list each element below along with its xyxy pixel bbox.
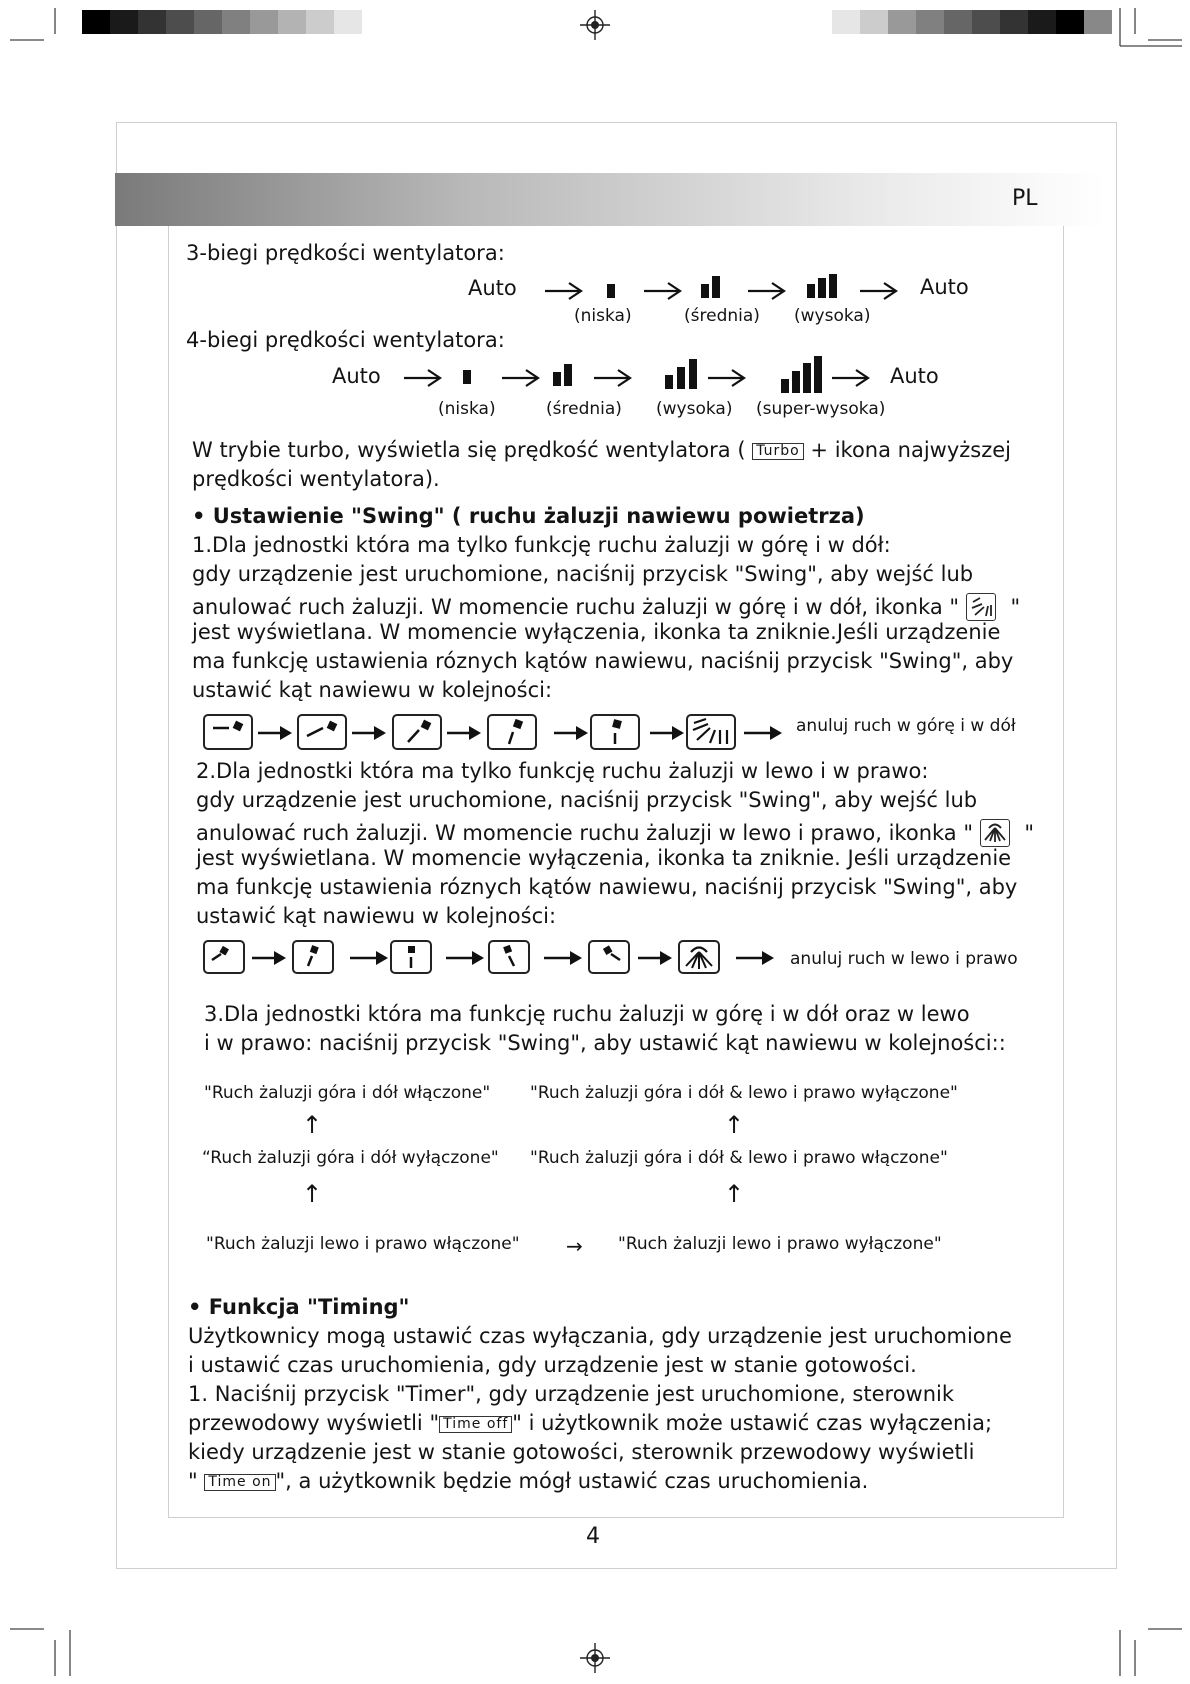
swing-p3-line: i w prawo: naciśnij przycisk "Swing", aby ustawić kąt nawiewu w kolejności:: bbox=[204, 1031, 1006, 1055]
speed-medium-label: (średnia) bbox=[546, 399, 622, 419]
color-bar-left bbox=[82, 10, 362, 34]
swing-p2-line: ma funkcję ustawienia róznych kątów nawiewu, naciśnij przycisk "Swing", aby bbox=[196, 875, 1018, 899]
four-speed-title: 4-biegi prędkości wentylatora: bbox=[186, 328, 505, 352]
auto-label: Auto bbox=[468, 276, 517, 300]
swing-updown-icon bbox=[686, 714, 736, 750]
arrow-right-icon bbox=[706, 367, 748, 389]
crosshair-icon bbox=[580, 1643, 610, 1673]
cycle-state-b: "Ruch żaluzji góra i dół & lewo i prawo wyłączone" bbox=[530, 1083, 958, 1103]
speed-super-high-label: (super-wysoka) bbox=[756, 399, 886, 419]
time-off-indicator: Time off bbox=[439, 1416, 512, 1433]
cancel-leftright-label: anuluj ruch w lewo i prawo bbox=[790, 949, 1018, 969]
arrow-right-icon bbox=[648, 722, 686, 744]
arrow-right-icon bbox=[348, 947, 390, 969]
fan-speed-high-icon bbox=[806, 272, 840, 300]
time-on-indicator: Time on bbox=[204, 1474, 275, 1491]
louver-position-icon bbox=[390, 940, 432, 974]
crosshair-icon bbox=[580, 10, 610, 40]
speed-low-label: (niska) bbox=[574, 306, 632, 326]
arrow-right-icon bbox=[858, 280, 900, 302]
timing-line: Użytkownicy mogą ustawić czas wyłączania, gdy urządzenie jest uruchomione bbox=[188, 1324, 1012, 1348]
swing-p1-line: ma funkcję ustawienia róznych kątów nawiewu, naciśnij przycisk "Swing", aby bbox=[192, 649, 1014, 673]
arrow-right-icon bbox=[552, 722, 590, 744]
arrow-right-icon bbox=[746, 280, 788, 302]
arrow-right-icon bbox=[350, 722, 388, 744]
swing-leftright-icon bbox=[980, 819, 1010, 847]
arrow-right-icon bbox=[543, 280, 585, 302]
arrow-right-icon bbox=[592, 367, 634, 389]
arrow-right-icon bbox=[256, 722, 294, 744]
header-band bbox=[115, 173, 1105, 226]
cycle-state-f: "Ruch żaluzji lewo i prawo wyłączone" bbox=[618, 1234, 942, 1254]
arrow-right-icon bbox=[402, 367, 444, 389]
fan-speed-high-icon bbox=[664, 357, 700, 391]
louver-position-icon bbox=[297, 714, 347, 750]
swing-updown-icon bbox=[966, 593, 996, 621]
louver-position-icon bbox=[203, 940, 245, 974]
swing-p1-line: ustawić kąt nawiewu w kolejności: bbox=[192, 678, 553, 702]
page-number: 4 bbox=[586, 1524, 600, 1549]
timing-line: " Time on ", a użytkownik będzie mógł ustawić czas uruchomienia. bbox=[188, 1469, 869, 1493]
swing-p1-line: anulować ruch żaluzji. W momencie ruchu żaluzji w górę i w dół, ikonka " " bbox=[192, 595, 1021, 619]
louver-position-icon bbox=[588, 940, 630, 974]
swing-p2-line: anulować ruch żaluzji. W momencie ruchu żaluzji w lewo i prawo, ikonka " " bbox=[196, 821, 1035, 845]
three-speed-title: 3-biegi prędkości wentylatora: bbox=[186, 241, 505, 265]
arrow-right-icon bbox=[636, 947, 674, 969]
louver-position-icon bbox=[590, 714, 640, 750]
up-arrow: ↑ bbox=[724, 1111, 745, 1139]
timing-line: przewodowy wyświetli " Time off " i użytkownik może ustawić czas wyłączenia; bbox=[188, 1411, 993, 1435]
arrow-right-icon bbox=[542, 947, 584, 969]
turbo-indicator: Turbo bbox=[752, 443, 804, 460]
fan-speed-medium-icon bbox=[552, 360, 578, 388]
color-bar-right bbox=[832, 10, 1112, 34]
language-label: PL bbox=[1012, 186, 1038, 211]
swing-heading: • Ustawienie "Swing" ( ruchu żaluzji nawiewu powietrza) bbox=[192, 504, 865, 528]
speed-low-label: (niska) bbox=[438, 399, 496, 419]
cycle-state-a: "Ruch żaluzji góra i dół włączone" bbox=[204, 1083, 491, 1103]
louver-position-icon bbox=[203, 714, 253, 750]
arrow-right-icon bbox=[642, 280, 684, 302]
fan-speed-low-icon bbox=[604, 276, 620, 300]
timing-line: kiedy urządzenie jest w stanie gotowości, sterownik przewodowy wyświetli bbox=[188, 1440, 975, 1464]
swing-leftright-icon bbox=[678, 940, 720, 974]
right-arrow: → bbox=[566, 1234, 583, 1258]
fan-speed-medium-icon bbox=[700, 272, 726, 300]
arrow-right-icon bbox=[734, 947, 776, 969]
arrow-right-icon bbox=[500, 367, 542, 389]
timing-line: i ustawić czas uruchomienia, gdy urządzenie jest w stanie gotowości. bbox=[188, 1353, 917, 1377]
speed-medium-label: (średnia) bbox=[684, 306, 760, 326]
louver-position-icon bbox=[487, 714, 537, 750]
up-arrow: ↑ bbox=[724, 1180, 745, 1208]
turbo-line-2: prędkości wentylatora). bbox=[192, 467, 440, 491]
timing-line: 1. Naciśnij przycisk "Timer", gdy urządzenie jest uruchomione, sterownik bbox=[188, 1382, 955, 1406]
arrow-right-icon bbox=[250, 947, 288, 969]
swing-p1-line: gdy urządzenie jest uruchomione, naciśnij przycisk "Swing", aby wejść lub bbox=[192, 562, 974, 586]
arrow-right-icon bbox=[445, 722, 483, 744]
fan-speed-super-high-icon bbox=[780, 355, 826, 395]
swing-p2-line: jest wyświetlana. W momencie wyłączenia, ikonka ta zniknie. Jeśli urządzenie bbox=[196, 846, 1012, 870]
arrow-right-icon bbox=[444, 947, 486, 969]
swing-p3-line: 3.Dla jednostki która ma funkcję ruchu żaluzji w górę i w dół oraz w lewo bbox=[204, 1002, 970, 1026]
swing-p2-line: ustawić kąt nawiewu w kolejności: bbox=[196, 904, 557, 928]
arrow-right-icon bbox=[830, 367, 872, 389]
cycle-state-c: “Ruch żaluzji góra i dół wyłączone" bbox=[202, 1148, 499, 1168]
louver-position-icon bbox=[488, 940, 530, 974]
swing-p2-line: gdy urządzenie jest uruchomione, naciśnij przycisk "Swing", aby wejść lub bbox=[196, 788, 978, 812]
swing-p1-line: 1.Dla jednostki która ma tylko funkcję ruchu żaluzji w górę i w dół: bbox=[192, 533, 891, 557]
auto-label: Auto bbox=[920, 275, 969, 299]
louver-position-icon bbox=[392, 714, 442, 750]
auto-label: Auto bbox=[332, 364, 381, 388]
fan-speed-low-icon bbox=[460, 362, 476, 386]
swing-p1-line: jest wyświetlana. W momencie wyłączenia, ikonka ta zniknie.Jeśli urządzenie bbox=[192, 620, 1001, 644]
timing-heading: • Funkcja "Timing" bbox=[188, 1295, 410, 1319]
speed-high-label: (wysoka) bbox=[794, 306, 871, 326]
turbo-line-1: W trybie turbo, wyświetla się prędkość wentylatora ( Turbo + ikona najwyższej bbox=[192, 438, 1011, 462]
swing-p2-line: 2.Dla jednostki która ma tylko funkcję ruchu żaluzji w lewo i w prawo: bbox=[196, 759, 929, 783]
up-arrow: ↑ bbox=[302, 1111, 323, 1139]
cycle-state-d: "Ruch żaluzji góra i dół & lewo i prawo włączone" bbox=[530, 1148, 948, 1168]
louver-position-icon bbox=[292, 940, 334, 974]
auto-label: Auto bbox=[890, 364, 939, 388]
cycle-state-e: "Ruch żaluzji lewo i prawo włączone" bbox=[206, 1234, 520, 1254]
cancel-updown-label: anuluj ruch w górę i w dół bbox=[796, 716, 1016, 736]
speed-high-label: (wysoka) bbox=[656, 399, 733, 419]
up-arrow: ↑ bbox=[302, 1180, 323, 1208]
arrow-right-icon bbox=[742, 722, 784, 744]
